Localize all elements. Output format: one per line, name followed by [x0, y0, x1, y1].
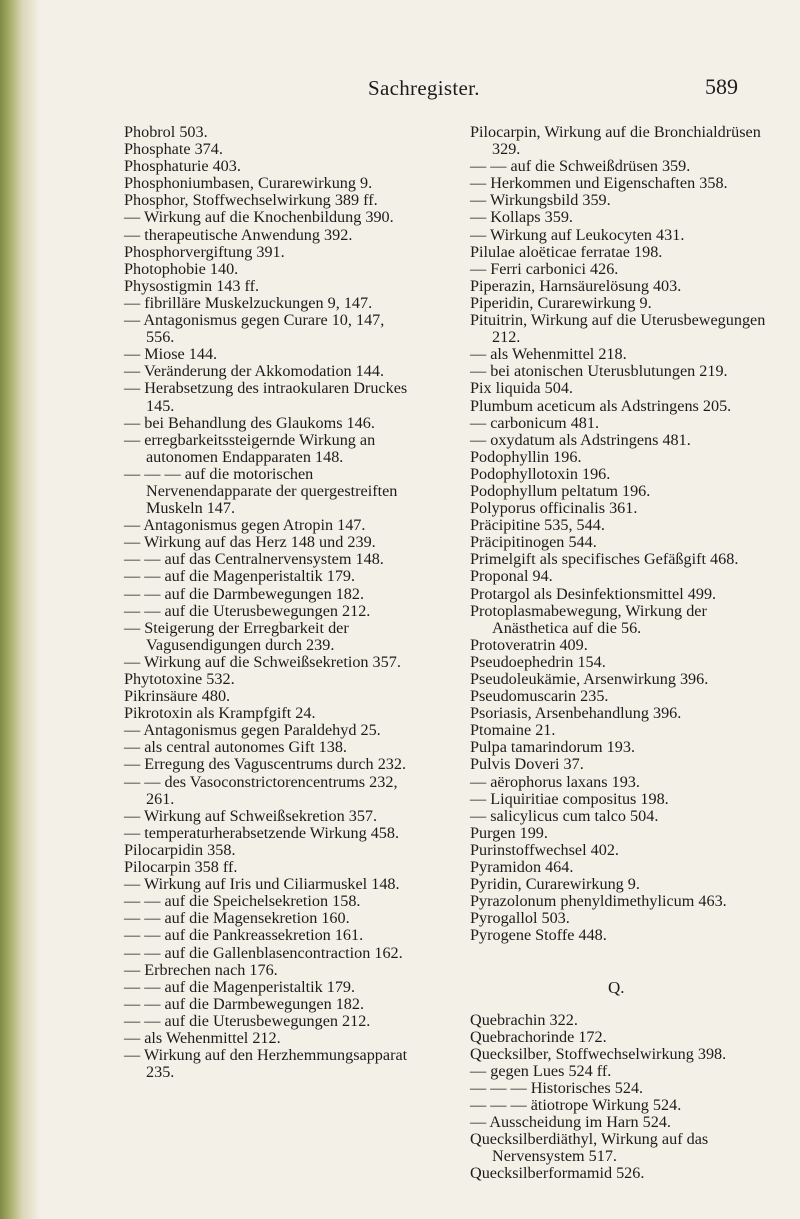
- index-entry: Pikrinsäure 480.: [124, 687, 231, 706]
- index-entry: — Ferri carbonici 426.: [470, 259, 619, 278]
- index-entry: — Herkommen und Eigenschaften 358.: [470, 174, 728, 193]
- index-entry: Pilocarpin 358 ff.: [124, 858, 238, 877]
- index-entry: — — auf die Magensekretion 160.: [124, 909, 350, 928]
- index-entry: Piperazin, Harnsäurelösung 403.: [470, 276, 682, 295]
- index-entry: Pseudomuscarin 235.: [470, 687, 609, 706]
- index-entry: Phosphaturie 403.: [124, 157, 241, 176]
- index-entry: — Wirkung auf das Herz 148 und 239.: [124, 533, 376, 552]
- index-entry: — — auf die Pankreassekretion 161.: [124, 926, 364, 945]
- index-entry: — — auf die Speichelsekretion 158.: [124, 892, 361, 911]
- index-entry: — Wirkung auf Leukocyten 431.: [470, 225, 685, 244]
- index-entry: — Wirkung auf Schweißsekretion 357.: [124, 806, 378, 825]
- index-entry: Purinstoffwechsel 402.: [470, 840, 619, 859]
- index-entry: Pikrotoxin als Krampfgift 24.: [124, 704, 316, 723]
- index-entry: Pilocarpin, Wirkung auf die Bronchialdrüsen 329.: [470, 123, 761, 159]
- index-entry: Podophyllum peltatum 196.: [470, 481, 651, 500]
- index-entry: — salicylicus cum talco 504.: [470, 806, 659, 825]
- index-entry: — — auf das Centralnervensystem 148.: [124, 550, 384, 569]
- index-entry: Pyramidon 464.: [470, 858, 574, 877]
- index-entry: Quecksilberformamid 526.: [470, 1164, 645, 1183]
- index-entry: Pyrogallol 503.: [470, 909, 570, 928]
- p-entries-continued: [470, 124, 770, 945]
- index-entry: Proponal 94.: [470, 567, 553, 586]
- index-entry: Protargol als Desinfektionsmittel 499.: [470, 584, 717, 603]
- section-letter-q: Q.: [608, 977, 625, 997]
- index-entry: Purgen 199.: [470, 823, 548, 842]
- index-entry: — Wirkung auf den Herzhemmungsapparat 235.: [124, 1046, 408, 1082]
- index-entry: — — — ätiotrope Wirkung 524.: [470, 1096, 682, 1115]
- index-column-left: [124, 124, 416, 1081]
- index-entry: Podophyllin 196.: [470, 447, 582, 466]
- index-column-right: [470, 124, 770, 1183]
- index-entry: Pseudoleukämie, Arsenwirkung 396.: [470, 670, 709, 688]
- index-entry: Pituitrin, Wirkung auf die Uterusbewegungen 212.: [470, 311, 766, 347]
- index-entry: — gegen Lues 524 ff.: [470, 1061, 612, 1080]
- index-entry: Polyporus officinalis 361.: [470, 499, 638, 518]
- index-entry: — — auf die Darmbewegungen 182.: [124, 994, 365, 1013]
- index-entry: — therapeutische Anwendung 392.: [124, 225, 353, 244]
- index-entry: Pilocarpidin 358.: [124, 840, 236, 859]
- index-entry: Präcipitine 535, 544.: [470, 516, 605, 535]
- index-entry: — — auf die Schweißdrüsen 359.: [470, 157, 691, 176]
- index-entry: — Wirkung auf Iris und Ciliarmuskel 148.: [124, 875, 400, 894]
- index-entry: Pyrogene Stoffe 448.: [470, 926, 607, 945]
- index-entry: — — — auf die motorischen Nervenendapparate der quergestreiften Muskeln 147.: [124, 464, 398, 518]
- index-entry: Phosphor, Stoffwechselwirkung 389 ff.: [124, 191, 378, 210]
- index-entry: — Ausscheidung im Harn 524.: [470, 1113, 671, 1132]
- index-entry: — Wirkung auf die Knochenbildung 390.: [124, 208, 394, 227]
- index-entry: — Antagonismus gegen Paraldehyd 25.: [124, 721, 381, 740]
- index-entry: — als Wehenmittel 212.: [124, 1028, 281, 1047]
- index-entry: Phobrol 503.: [124, 123, 208, 141]
- index-entry: — bei Behandlung des Glaukoms 146.: [124, 413, 375, 432]
- index-entry: Protoveratrin 409.: [470, 635, 588, 654]
- index-entry: — Wirkung auf die Schweißsekretion 357.: [124, 652, 401, 671]
- index-entry: — — des Vasoconstrictorencentrums 232, 261.: [124, 772, 398, 808]
- page-number: 589: [705, 74, 738, 99]
- index-entry: Quebrachin 322.: [470, 1010, 578, 1029]
- index-entry: Phosphoniumbasen, Curarewirkung 9.: [124, 174, 373, 193]
- index-entry: — Erbrechen nach 176.: [124, 960, 278, 979]
- index-entry: Protoplasmabewegung, Wirkung der Anästhetica auf die 56.: [470, 601, 707, 637]
- index-entry: Pyridin, Curarewirkung 9.: [470, 875, 640, 894]
- index-entry: Ptomaine 21.: [470, 721, 556, 740]
- index-entry: — carbonicum 481.: [470, 413, 600, 432]
- index-entry: — erregbarkeitssteigernde Wirkung an autonomen Endapparaten 148.: [124, 430, 376, 466]
- index-entry: — — auf die Magenperistaltik 179.: [124, 977, 356, 996]
- index-entry: — Erregung des Vaguscentrums durch 232.: [124, 755, 407, 774]
- index-entry: Quecksilberdiäthyl, Wirkung auf das Nervensystem 517.: [470, 1130, 709, 1166]
- index-entry: — fibrilläre Muskelzuckungen 9, 147.: [124, 293, 373, 312]
- index-entry: — — auf die Uterusbewegungen 212.: [124, 1011, 371, 1030]
- index-entry: — Steigerung der Erregbarkeit der Vagusendigungen durch 239.: [124, 618, 349, 654]
- index-entry: — als Wehenmittel 218.: [470, 345, 627, 364]
- index-entry: — Liquiritiae compositus 198.: [470, 789, 669, 808]
- index-entry: Plumbum aceticum als Adstringens 205.: [470, 396, 732, 415]
- index-entry: Photophobie 140.: [124, 259, 239, 278]
- index-entry: Podophyllotoxin 196.: [470, 464, 611, 483]
- index-entry: Piperidin, Curarewirkung 9.: [470, 293, 652, 312]
- index-entry: — aërophorus laxans 193.: [470, 772, 640, 791]
- index-entry: Pulvis Doveri 37.: [470, 755, 584, 774]
- index-entry: — Kollaps 359.: [470, 208, 573, 227]
- index-entry: Quebrachorinde 172.: [470, 1027, 607, 1046]
- index-entry: — — auf die Magenperistaltik 179.: [124, 567, 356, 586]
- index-entry: Pulpa tamarindorum 193.: [470, 738, 635, 757]
- index-entry: — Veränderung der Akkomodation 144.: [124, 362, 385, 381]
- index-entry: Psoriasis, Arsenbehandlung 396.: [470, 704, 682, 723]
- index-entry: Physostigmin 143 ff.: [124, 276, 260, 295]
- index-entry: Phytotoxine 532.: [124, 670, 235, 688]
- q-entries: [470, 1012, 770, 1183]
- index-entry: Quecksilber, Stoffwechselwirkung 398.: [470, 1044, 727, 1063]
- index-entry: — temperaturherabsetzende Wirkung 458.: [124, 823, 400, 842]
- index-entry: Phosphorvergiftung 391.: [124, 242, 285, 261]
- index-entry: — als central autonomes Gift 138.: [124, 738, 347, 757]
- index-entry: — Wirkungsbild 359.: [470, 191, 611, 210]
- index-entry: Präcipitinogen 544.: [470, 533, 597, 552]
- index-entry: Pilulae aloëticae ferratae 198.: [470, 242, 663, 261]
- index-entry: — — auf die Uterusbewegungen 212.: [124, 601, 371, 620]
- index-entry: — Miose 144.: [124, 345, 218, 364]
- index-entry: — — — Historisches 524.: [470, 1078, 644, 1097]
- index-entry: — oxydatum als Adstringens 481.: [470, 430, 691, 449]
- index-entry: — — auf die Darmbewegungen 182.: [124, 584, 365, 603]
- page-binding-edge: [0, 0, 40, 1219]
- running-title: Sachregister.: [368, 76, 480, 100]
- index-entry: Pix liquida 504.: [470, 379, 573, 398]
- index-entry: — Herabsetzung des intraokularen Druckes 145.: [124, 379, 408, 415]
- index-entry: Primelgift als specifisches Gefäßgift 468.: [470, 550, 739, 569]
- index-entry: Pseudoephedrin 154.: [470, 652, 606, 671]
- index-entry: — Antagonismus gegen Atropin 147.: [124, 516, 366, 535]
- index-entry: — Antagonismus gegen Curare 10, 147, 556.: [124, 311, 385, 347]
- page-header: [0, 76, 800, 102]
- index-entry: Pyrazolonum phenyldimethylicum 463.: [470, 892, 727, 911]
- index-entry: — bei atonischen Uterusblutungen 219.: [470, 362, 728, 381]
- index-entry: Phosphate 374.: [124, 140, 223, 159]
- index-entry: — — auf die Gallenblasencontraction 162.: [124, 943, 403, 962]
